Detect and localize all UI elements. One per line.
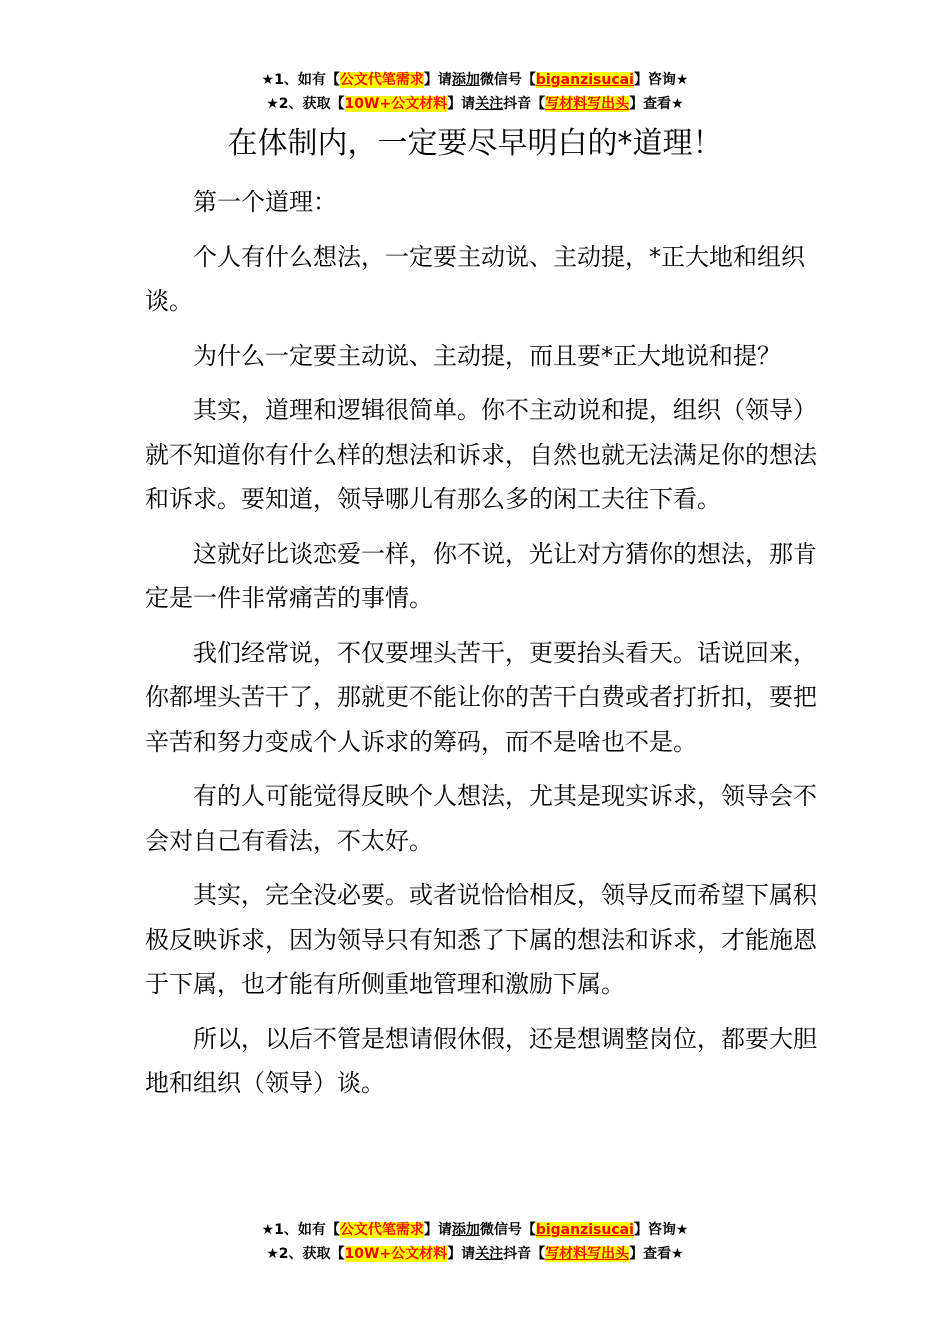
document-title: 在体制内，一定要尽早明白的*道理！	[227, 126, 723, 161]
paragraph: 有的人可能觉得反映个人想法，尤其是现实诉求，领导会不会对自己有看法，不太好。	[145, 782, 817, 855]
paragraph: 其实，完全没必要。或者说恰恰相反，领导反而希望下属积极反映诉求，因为领导只有知悉了下属的想法和诉求，才能施恩于下属，也才能有所侧重地管理和激励下属。	[145, 881, 817, 998]
paragraph: 我们经常说，不仅要埋头苦干，更要抬头看天。话说回来，你都埋头苦干了，那就更不能让你的苦干白费或者打折扣，要把辛苦和努力变成个人诉求的筹码，而不是啥也不是。	[145, 638, 817, 756]
ad-text: ★1、如有【	[261, 1222, 340, 1238]
header-ad-line-2	[0, 94, 950, 114]
ad-wechat-id: biganzisucai	[535, 1222, 634, 1238]
paragraph: 个人有什么想法，一定要主动说、主动提，*正大地和组织谈。	[145, 242, 805, 315]
ad-text: 】请	[447, 96, 476, 112]
ad-highlight: 公文代笔需求	[339, 72, 424, 88]
ad-text: 抖音【	[503, 96, 546, 112]
ad-underline: 关注	[475, 1246, 504, 1262]
paragraph: 这就好比谈恋爱一样，你不说，光让对方猜你的想法，那肯定是一件非常痛苦的事情。	[145, 539, 817, 612]
ad-text: 】请	[423, 1222, 452, 1238]
paragraph: 为什么一定要主动说、主动提，而且要*正大地说和提？	[193, 341, 781, 370]
ad-text: ★2、获取【	[266, 96, 345, 112]
ad-text: 抖音【	[503, 1246, 546, 1262]
ad-douyin-id: 写材料写出头	[545, 96, 630, 112]
footer-ad-line-2	[0, 1244, 950, 1264]
paragraph: 所以，以后不管是想请假休假，还是想调整岗位，都要大胆地和组织（领导）谈。	[145, 1024, 817, 1097]
ad-text: 】咨询★	[633, 1222, 689, 1238]
ad-text: 】请	[423, 72, 452, 88]
paragraph: 第一个道理：	[193, 188, 337, 216]
ad-text: ★2、获取【	[266, 1246, 345, 1262]
ad-text: 】请	[447, 1246, 476, 1262]
document-body	[145, 180, 835, 1116]
ad-highlight: 10W+公文材料	[344, 1246, 448, 1262]
paragraph: 其实，道理和逻辑很简单。你不主动说和提，组织（领导）就不知道你有什么样的想法和诉求，自然也就无法满足你的想法和诉求。要知道，领导哪儿有那么多的闲工夫往下看。	[145, 396, 817, 513]
ad-text: 微信号【	[479, 1222, 536, 1238]
ad-text: 】查看★	[629, 1246, 684, 1262]
header-ad-line-1	[0, 70, 950, 90]
ad-wechat-id: biganzisucai	[535, 72, 634, 88]
ad-underline: 添加	[451, 1222, 480, 1238]
ad-douyin-id: 写材料写出头	[545, 1246, 630, 1262]
ad-text: 】查看★	[629, 96, 684, 112]
ad-highlight: 公文代笔需求	[339, 1222, 424, 1238]
ad-text: ★1、如有【	[261, 72, 340, 88]
footer-ad-line-1	[0, 1220, 950, 1240]
ad-highlight: 10W+公文材料	[344, 96, 448, 112]
ad-text: 微信号【	[479, 72, 536, 88]
ad-underline: 关注	[475, 96, 504, 112]
ad-underline: 添加	[451, 72, 480, 88]
ad-text: 】咨询★	[633, 72, 689, 88]
